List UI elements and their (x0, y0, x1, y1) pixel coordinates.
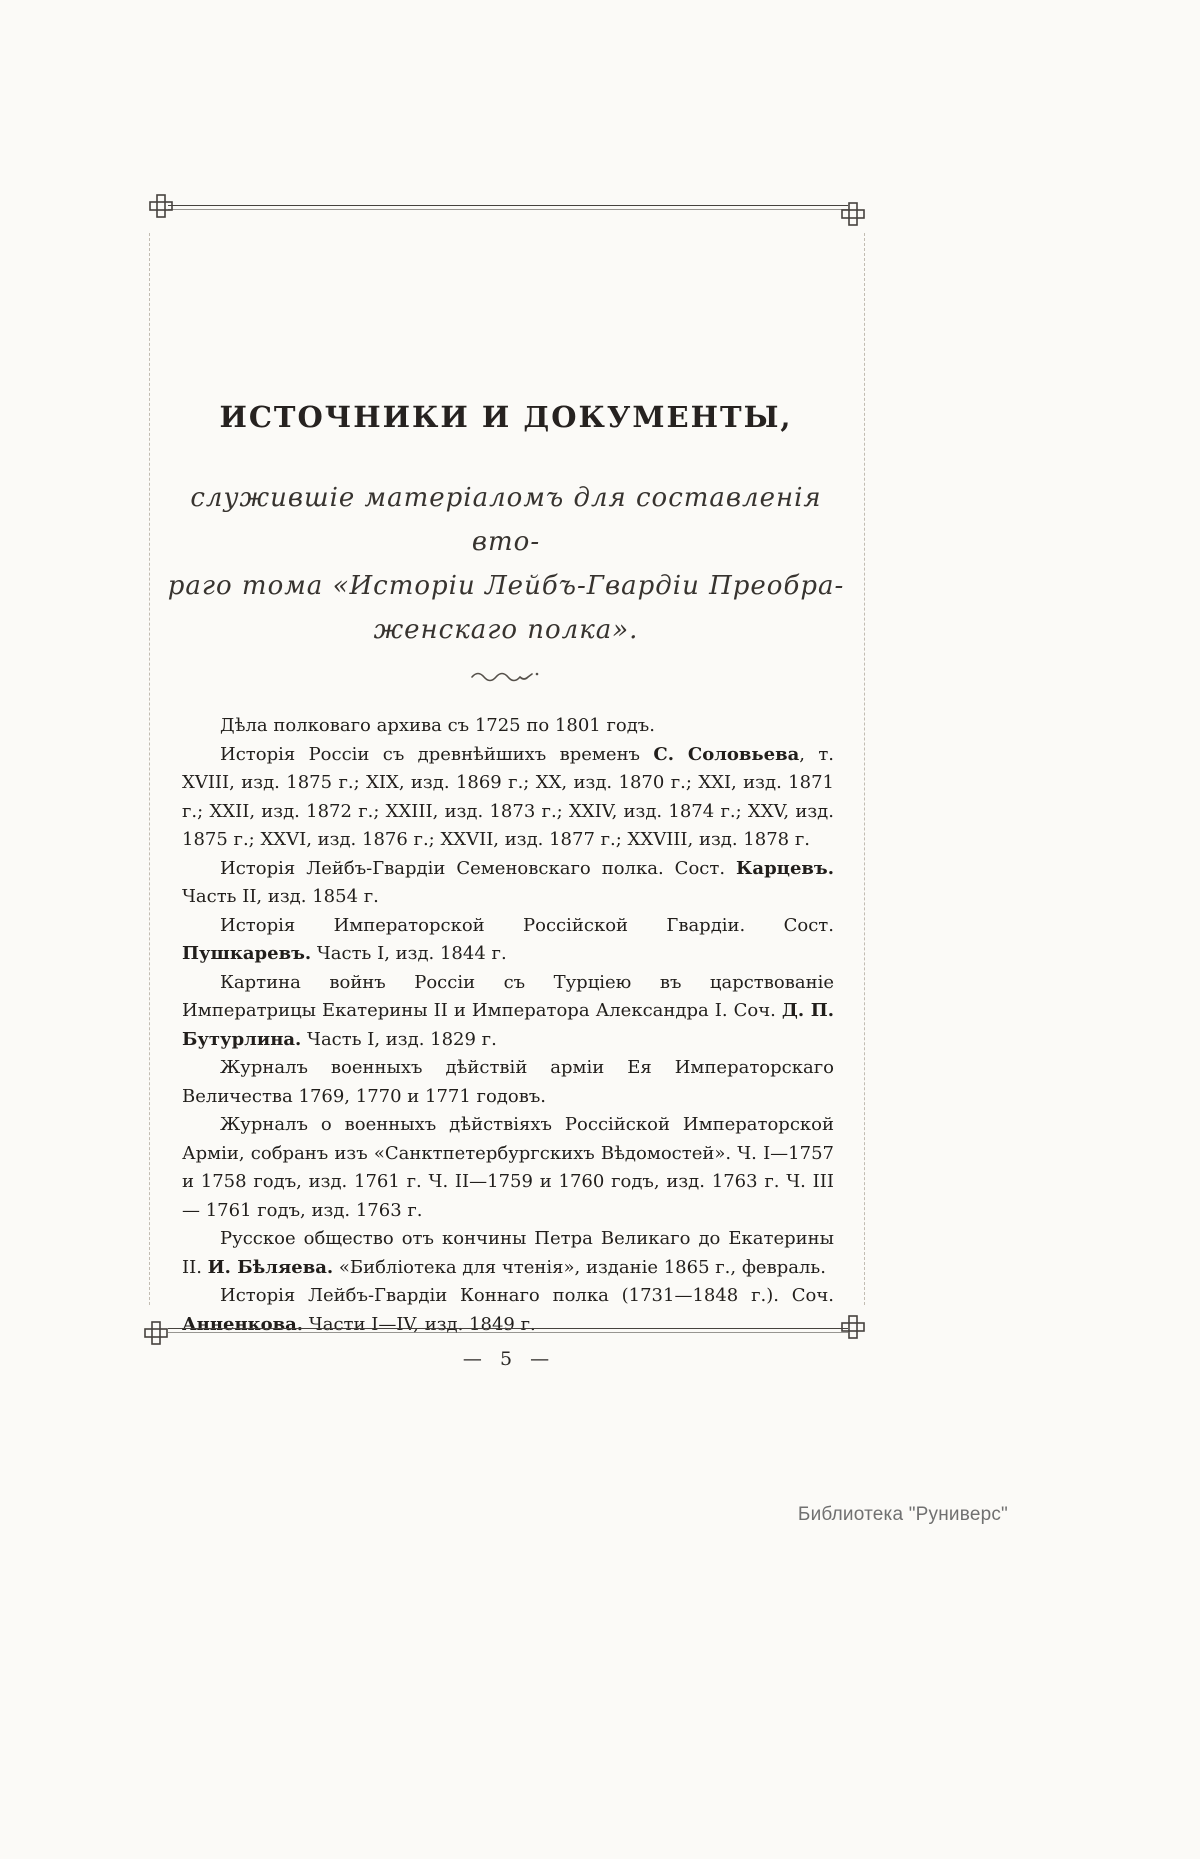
source-author-bold: Пушкаревъ. (182, 943, 312, 964)
left-frame-dashes (149, 233, 150, 1305)
source-author-bold: Карцевъ. (736, 857, 834, 879)
paragraph-text: Журналъ военныхъ дѣйствій арміи Ея Императорскаго Величества 1769, 1770 и 1771 годовъ. (182, 1057, 834, 1107)
paragraph-text: Часть I, изд. 1844 г. (311, 943, 507, 964)
paragraph (182, 855, 834, 912)
wavy-flourish-icon (152, 668, 860, 686)
paragraph-text: Исторія Россіи съ древнѣйшихъ временъ (220, 743, 654, 765)
interlaced-knot-icon (838, 199, 868, 229)
paragraph (182, 969, 834, 1055)
source-author-bold: Д. П. Бутурлина. (182, 1000, 834, 1050)
source-author-bold: С. Соловьева (653, 743, 800, 765)
paragraph-text: Части I—IV, изд. 1849 г. (303, 1313, 536, 1335)
paragraph (182, 912, 834, 969)
paragraph (182, 1225, 834, 1282)
subtitle-line: раго тома «Исторіи Лейбъ-Гвардіи Преобра- (167, 571, 845, 601)
paragraph-text: «Библіотека для чтенія», изданіе 1865 г., февраль. (333, 1256, 826, 1278)
subtitle-line: служившіе матеріаломъ для составленія вто- (190, 483, 822, 557)
watermark: Библиотека "Руниверс" (797, 1504, 1008, 1525)
interlaced-knot-icon (141, 1318, 171, 1348)
source-author-bold: И. Бѣляева. (207, 1256, 334, 1278)
subtitle-line: женскаго полка». (373, 615, 639, 645)
paragraph (182, 712, 834, 741)
right-frame-dashes (864, 233, 865, 1305)
paragraph (182, 1054, 834, 1111)
paragraph-text: Исторія Императорской Россійской Гвардіи. Сост. (220, 914, 834, 936)
page-number: — 5 — (462, 1348, 550, 1370)
body-text (182, 712, 834, 1339)
bottom-rule (168, 1328, 848, 1333)
subtitle (152, 476, 860, 652)
paragraph-text: Картина войнъ Россіи съ Турціею въ царствованіе Императрицы Екатерины II и Императора Александра I. Соч. (182, 971, 834, 1021)
top-rule (168, 205, 848, 210)
source-author-bold: Анненкова. (182, 1313, 304, 1335)
paragraph-text: Русское общество отъ кончины Петра Великаго до Екатерины II. (182, 1228, 834, 1278)
paragraph-text: Исторія Лейбъ-Гвардіи Семеновскаго полка. Сост. (220, 857, 737, 879)
interlaced-knot-icon (838, 1312, 868, 1342)
paragraph-text: Часть I, изд. 1829 г. (301, 1028, 497, 1050)
paragraph-text: Исторія Лейбъ-Гвардіи Коннаго полка (1731—1848 г.). Соч. (220, 1285, 834, 1306)
paragraph-text: Часть II, изд. 1854 г. (182, 886, 379, 907)
paragraph-text: Дѣла полковаго архива съ 1725 по 1801 годъ. (220, 715, 655, 736)
paragraph (182, 741, 834, 855)
interlaced-knot-icon (146, 191, 176, 221)
paragraph-text: , т. XVIII, изд. 1875 г.; XIX, изд. 1869 г.; XX, изд. 1870 г.; XXI, изд. 1871 г.; XXII, изд. 1872 г.; XXIII, изд. 1873 г.; XXIV, изд. 1874 г.; XXV, изд. 1875 г.; XXVI, изд. 1876 г.; XXVII, изд. 1877 г.; XXVIII, изд. 1878 г. (182, 743, 835, 850)
page-title: ИСТОЧНИКИ И ДОКУМЕНТЫ, (219, 400, 793, 434)
paragraph-text: Журналъ о военныхъ дѣйствіяхъ Россійской Императорской Арміи, собранъ изъ «Санктпетербургскихъ Вѣдомостей». Ч. I—1757 и 1758 годъ, изд. 1761 г. Ч. II—1759 и 1760 годъ, изд. 1763 г. Ч. III — 1761 годъ, изд. 1763 г. (182, 1114, 834, 1221)
page-frame (152, 205, 860, 1333)
paragraph (182, 1111, 834, 1225)
